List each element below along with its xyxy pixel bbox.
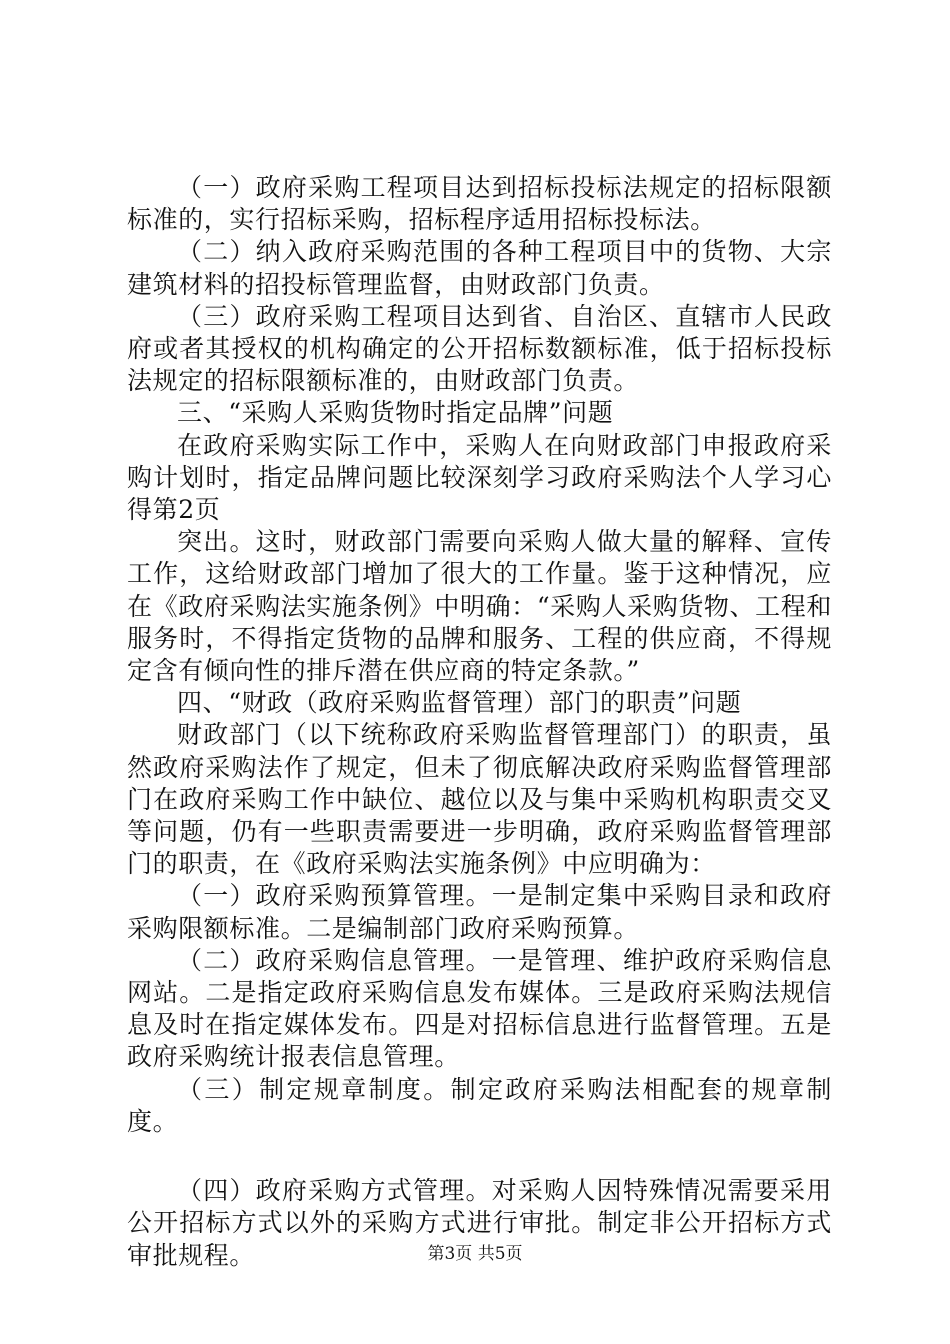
paragraph-duty-1: （一）政府采购预算管理。一是制定集中采购目录和政府采购限额标准。二是编制部门政府采购预算。 [127, 881, 832, 943]
document-body [127, 172, 832, 1272]
section-heading-3: 三、“采购人采购货物时指定品牌”问题 [177, 398, 614, 428]
paragraph-clause-3: （三）政府采购工程项目达到省、自治区、直辖市人民政府或者其授权的机构确定的公开招标数额标准，低于招标投标法规定的招标限额标准的，由财政部门负责。 [127, 301, 832, 396]
paragraph-duty-4: （四）政府采购方式管理。对采购人因特殊情况需要采用公开招标方式以外的采购方式进行审批。制定非公开招标方式审批规程。 [127, 1176, 832, 1270]
paragraph-duties-intro: 财政部门（以下统称政府采购监督管理部门）的职责，虽然政府采购法作了规定，但未了彻底解决政府采购监督管理部门在政府采购工作中缺位、越位以及与集中采购机构职责交叉等问题，仍有一些职责需要进一步明确，政府采购监督管理部门的职责，在《政府采购法实施条例》中应明确为： [127, 720, 832, 879]
paragraph-brand-intro: 在政府采购实际工作中，采购人在向财政部门申报政府采购计划时，指定品牌问题比较深刻学习政府采购法个人学习心得第2页 [127, 430, 832, 525]
paragraph-clause-2: （二）纳入政府采购范围的各种工程项目中的货物、大宗建筑材料的招投标管理监督，由财政部门负责。 [127, 237, 832, 299]
section-heading-4: 四、“财政（政府采购监督管理）部门的职责”问题 [177, 688, 742, 718]
page-footer: 第3页 共5页 [427, 1244, 523, 1264]
paragraph-clause-1: （一）政府采购工程项目达到招标投标法规定的招标限额标准的，实行招标采购，招标程序适用招标投标法。 [127, 173, 832, 235]
paragraph-duty-3: （三）制定规章制度。制定政府采购法相配套的规章制度。 [127, 1074, 832, 1136]
paragraph-brand-body: 突出。这时，财政部门需要向采购人做大量的解释、宣传工作，这给财政部门增加了很大的工作量。鉴于这种情况，应在《政府采购法实施条例》中明确：“采购人采购货物、工程和服务时，不得指定货物的品牌和服务、工程的供应商，不得规定含有倾向性的排斥潜在供应商的特定条款。” [127, 527, 832, 686]
paragraph-duty-2: （二）政府采购信息管理。一是管理、维护政府采购信息网站。二是指定政府采购信息发布媒体。三是政府采购法规信息及时在指定媒体发布。四是对招标信息进行监督管理。五是政府采购统计报表信息管理。 [127, 945, 832, 1072]
